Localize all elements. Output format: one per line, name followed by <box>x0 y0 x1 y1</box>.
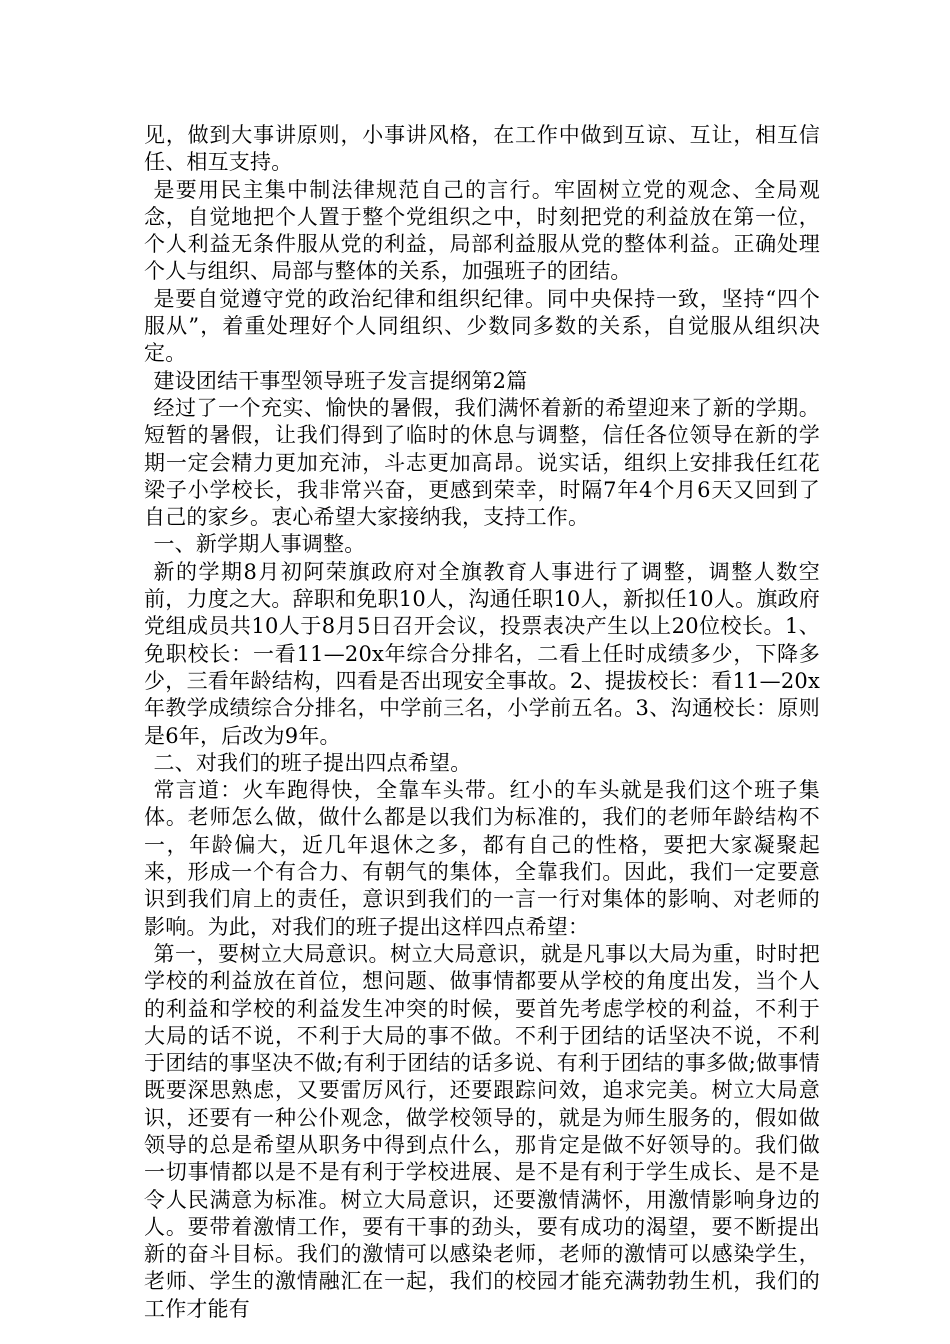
paragraph-team-leadership: 常言道：火车跑得快，全靠车头带。红小的车头就是我们这个班子集体。老师怎么做，做什么都是以我们为标准的，我们的老师年龄结构不一，年龄偏大，近几年退休之多，都有自己的性格，要把大家凝聚起来，形成一个有合力、有朝气的集体，全靠我们。因此，我们一定要意识到我们肩上的责任，意识到我们的一言一行对集体的影响、对老师的影响。为此，对我们的班子提出这样四点希望： <box>144 778 820 939</box>
paragraph-first-hope: 第一，要树立大局意识。树立大局意识，就是凡事以大局为重，时时把学校的利益放在首位，想问题、做事情都要从学校的角度出发，当个人的利益和学校的利益发生冲突的时候，要首先考虑学校的利益，不利于大局的话不说，不利于大局的事不做。不利于团结的话坚决不说，不利于团结的事坚决不做;有利于团结的话多说、有利于团结的事多做;做事情既要深思熟虑，又要雷厉风行，还要跟踪问效，追求完美。树立大局意识，还要有一种公仆观念，做学校领导的，就是为师生服务的，假如做领导的总是希望从职务中得到点什么，那肯定是做不好领导的。我们做一切事情都以是不是有利于学校进展、是不是有利于学生成长、是不是令人民满意为标准。树立大局意识，还要激情满怀，用激情影响身边的人。要带着激情工作，要有干事的劲头，要有成功的渴望，要不断提出新的奋斗目标。我们的激情可以感染老师，老师的激情可以感染学生，老师、学生的激情融汇在一起，我们的校园才能充满勃勃生机，我们的工作才能有 <box>144 941 820 1321</box>
section-heading-hopes: 二、对我们的班子提出四点希望。 <box>153 750 472 775</box>
section-title: 建设团结干事型领导班子发言提纲第2篇 <box>153 368 528 393</box>
paragraph-party-discipline: 是要自觉遵守党的政治纪律和组织纪律。同中央保持一致，坚持“四个服从”，着重处理好个人同组织、少数同多数的关系，自觉服从组织决定。 <box>144 286 820 366</box>
document-body <box>144 122 820 1323</box>
paragraph-personnel-adjustment: 新的学期8月初阿荣旗政府对全旗教育人事进行了调整，调整人数空前，力度之大。辞职和免职10人，沟通任职10人，新拟任10人。旗政府党组成员共10人于8月5日召开会议，投票表决产生以上20位校长。1、免职校长：一看11—20x年综合分排名，二看上任时成绩多少，下降多少，三看年龄结构，四看是否出现安全事故。2、提拔校长：看11—20x年教学成绩综合分排名，中学前三名，小学前五名。3、沟通校长：原则是6年，后改为9年。 <box>144 559 820 748</box>
paragraph-opening: 经过了一个充实、愉快的暑假，我们满怀着新的希望迎来了新的学期。短暂的暑假，让我们得到了临时的休息与调整，信任各位领导在新的学期一定会精力更加充沛，斗志更加高昂。说实话，组织上安排我任红花梁子小学校长，我非常兴奋，更感到荣幸，时隔7年4个月6天又回到了自己的家乡。衷心希望大家接纳我，支持工作。 <box>144 395 820 530</box>
paragraph-continuation: 见，做到大事讲原则，小事讲风格，在工作中做到互谅、互让，相互信任、相互支持。 <box>144 123 820 175</box>
section-heading-personnel: 一、新学期人事调整。 <box>153 532 366 557</box>
paragraph-democratic-centralism: 是要用民主集中制法律规范自己的言行。牢固树立党的观念、全局观念，自觉地把个人置于整个党组织之中，时刻把党的利益放在第一位，个人利益无条件服从党的利益，局部利益服从党的整体利益。正确处理个人与组织、局部与整体的关系，加强班子的团结。 <box>144 177 820 284</box>
